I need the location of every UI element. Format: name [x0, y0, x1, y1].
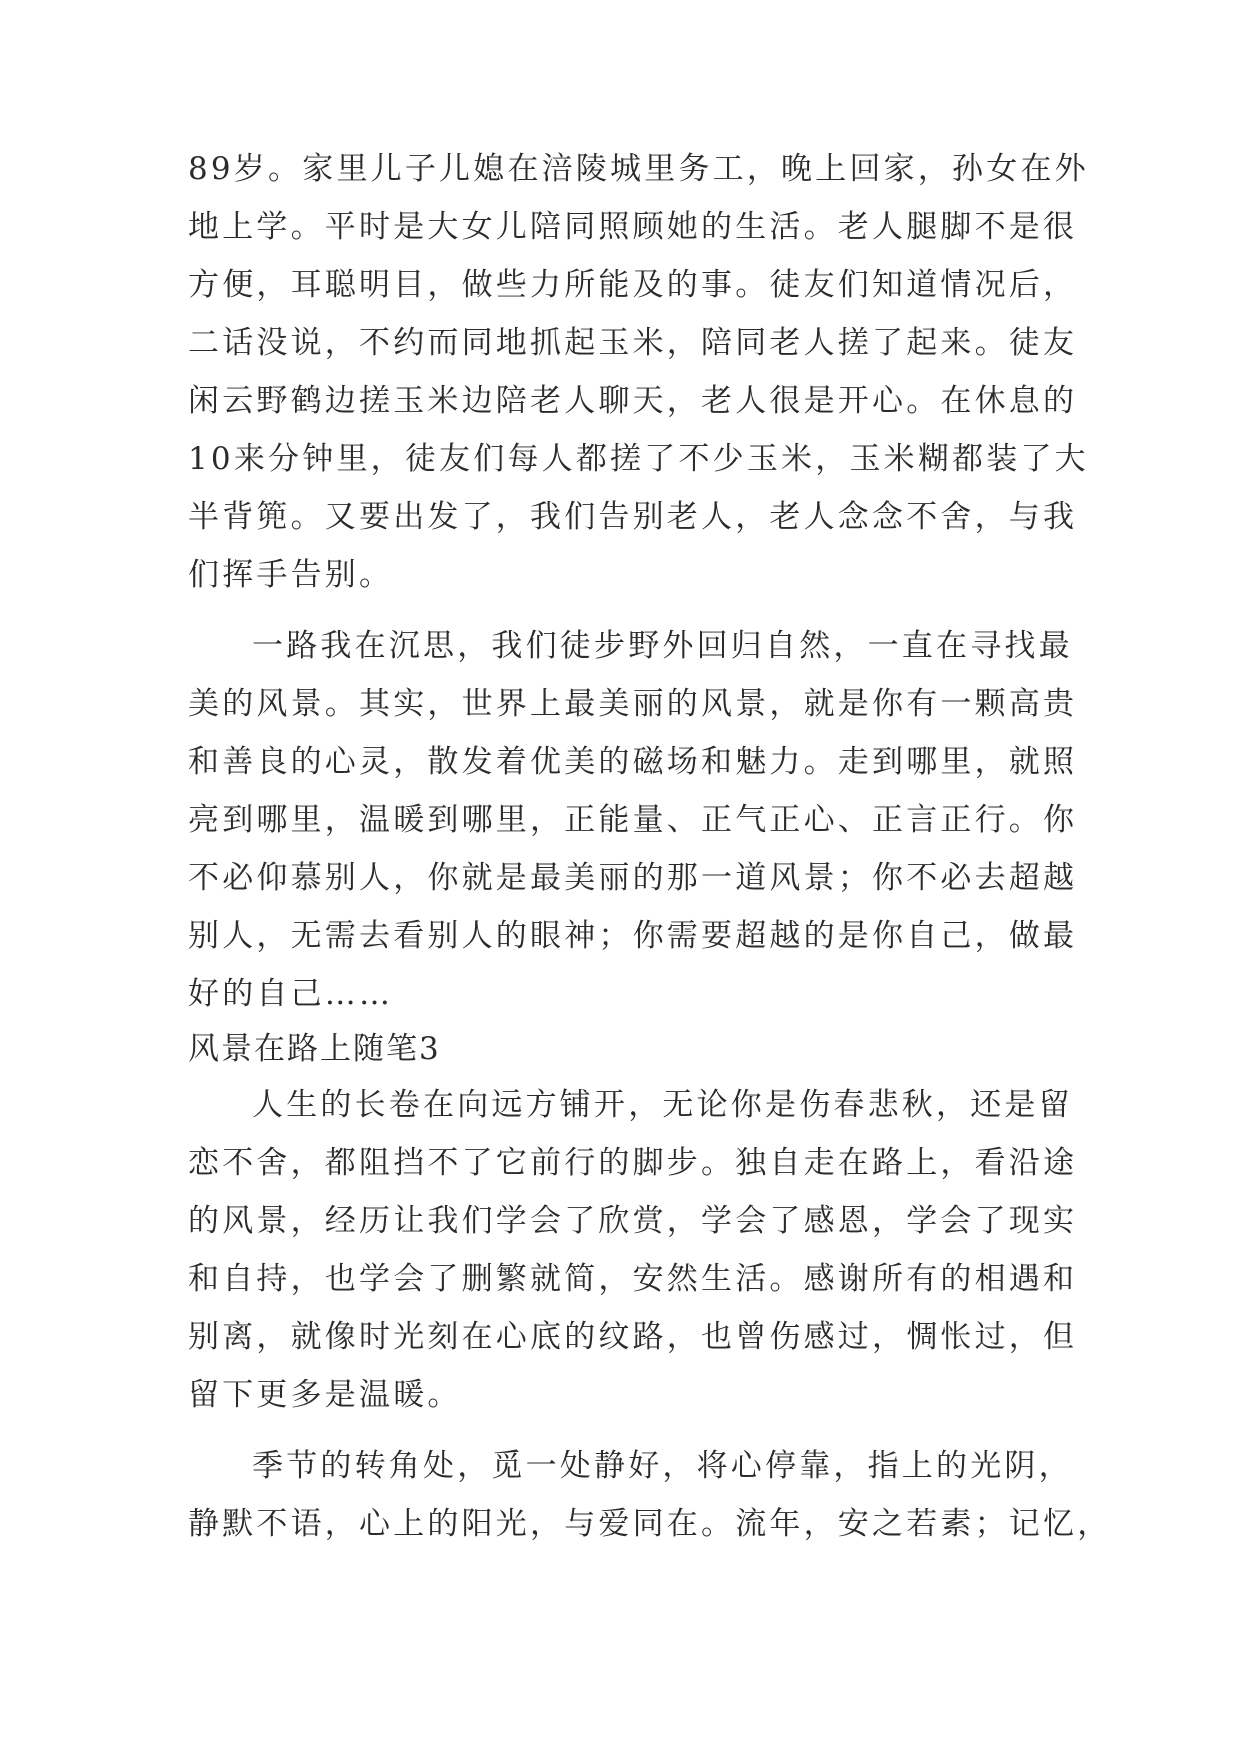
paragraph-line: 们挥手告别。 [188, 557, 394, 593]
paragraph-line: 美的风景。其实，世界上最美丽的风景，就是你有一颗高贵 [188, 686, 1078, 722]
paragraph-line: 亮到哪里，温暖到哪里，正能量、正气正心、正言正行。你 [188, 802, 1078, 838]
paragraph-line: 二话没说，不约而同地抓起玉米，陪同老人搓了起来。徒友 [188, 325, 1078, 361]
paragraph-line: 和自持，也学会了删繁就简，安然生活。感谢所有的相遇和 [188, 1261, 1078, 1297]
paragraph-line: 人生的长卷在向远方铺开，无论你是伤春悲秋，还是留 [252, 1087, 1073, 1123]
section-heading: 风景在路上随笔3 [188, 1031, 441, 1067]
paragraph-line: 季节的转角处，觅一处静好，将心停靠，指上的光阴， [252, 1448, 1073, 1484]
paragraph-line: 闲云野鹤边搓玉米边陪老人聊天，老人很是开心。在休息的 [188, 383, 1078, 419]
paragraph-line: 别离，就像时光刻在心底的纹路，也曾伤感过，惆怅过，但 [188, 1319, 1078, 1355]
paragraph-line: 别人，无需去看别人的眼神；你需要超越的是你自己，做最 [188, 918, 1078, 954]
paragraph-line: 静默不语，心上的阳光，与爱同在。流年，安之若素；记忆， [188, 1506, 1112, 1542]
paragraph-line: 好的自己…… [188, 976, 394, 1012]
paragraph-line: 半背篼。又要出发了，我们告别老人，老人念念不舍，与我 [188, 499, 1078, 535]
paragraph-line: 方便，耳聪明目，做些力所能及的事。徒友们知道情况后， [188, 267, 1078, 303]
paragraph-line: 89岁。家里儿子儿媳在涪陵城里务工，晚上回家，孙女在外 [188, 151, 1089, 187]
paragraph-line: 的风景，经历让我们学会了欣赏，学会了感恩，学会了现实 [188, 1203, 1078, 1239]
paragraph-line: 恋不舍，都阻挡不了它前行的脚步。独自走在路上，看沿途 [188, 1145, 1078, 1181]
paragraph-line: 10来分钟里，徒友们每人都搓了不少玉米，玉米糊都装了大 [188, 441, 1089, 477]
paragraph-line: 不必仰慕别人，你就是最美丽的那一道风景；你不必去超越 [188, 860, 1078, 896]
paragraph-line: 一路我在沉思，我们徒步野外回归自然，一直在寻找最 [252, 628, 1073, 664]
paragraph-line: 留下更多是温暖。 [188, 1377, 462, 1413]
paragraph-line: 和善良的心灵，散发着优美的磁场和魅力。走到哪里，就照 [188, 744, 1078, 780]
paragraph-line: 地上学。平时是大女儿陪同照顾她的生活。老人腿脚不是很 [188, 209, 1078, 245]
